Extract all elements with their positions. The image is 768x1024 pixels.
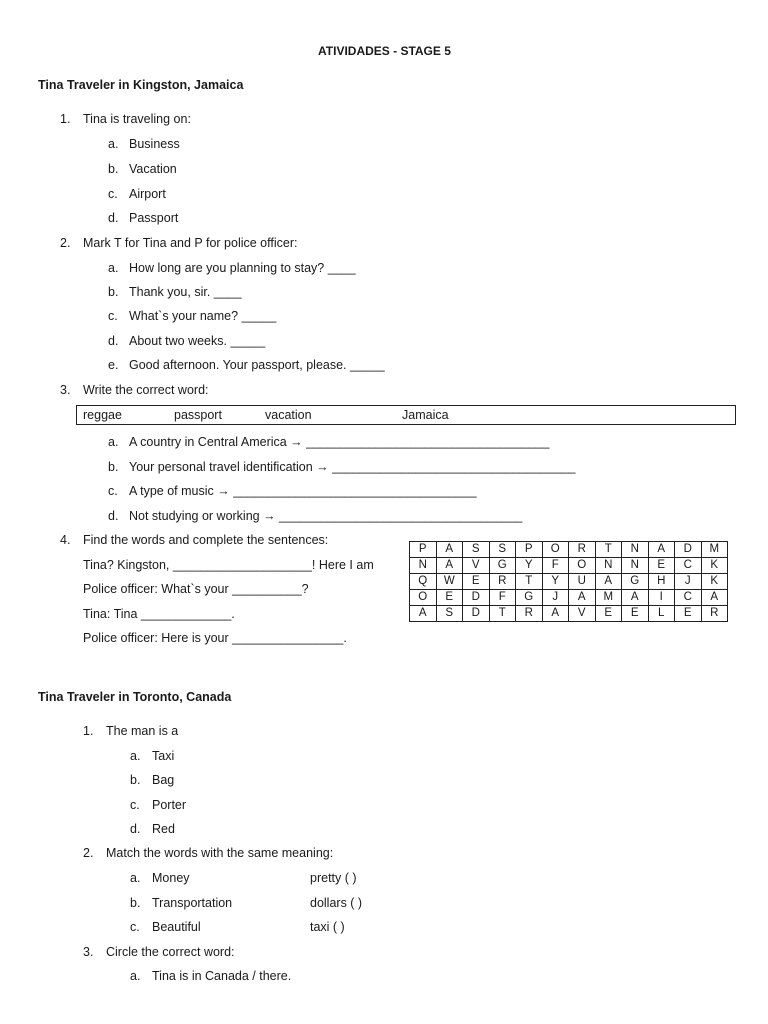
grid-cell: V	[569, 606, 596, 622]
match-left-word: Beautiful	[152, 920, 201, 934]
word-search-grid	[409, 541, 728, 622]
option-letter: c.	[108, 484, 118, 498]
option-letter: b.	[108, 162, 119, 176]
option-text: What`s your name? _____	[129, 309, 277, 323]
match-right-word: taxi ( )	[310, 920, 345, 934]
match-left-word: Money	[152, 871, 190, 885]
grid-cell: G	[622, 574, 649, 590]
grid-cell: K	[701, 574, 728, 590]
grid-cell: H	[648, 574, 675, 590]
question-number: 2.	[83, 846, 94, 860]
grid-cell: T	[489, 606, 516, 622]
grid-cell: M	[701, 542, 728, 558]
grid-cell: G	[489, 558, 516, 574]
grid-cell: Y	[516, 558, 543, 574]
option-letter: b.	[130, 896, 141, 910]
grid-cell: E	[463, 574, 490, 590]
grid-cell: P	[516, 542, 543, 558]
grid-cell: C	[675, 590, 702, 606]
grid-row	[410, 574, 728, 590]
grid-cell: D	[675, 542, 702, 558]
grid-cell: I	[648, 590, 675, 606]
option-text: Airport	[129, 187, 166, 201]
option-text: A country in Central America → ___________________________________	[129, 435, 550, 449]
grid-cell: J	[542, 590, 569, 606]
question-text: Write the correct word:	[83, 383, 209, 397]
option-letter: a.	[108, 435, 119, 449]
grid-row	[410, 590, 728, 606]
option-letter: c.	[108, 187, 118, 201]
grid-cell: Y	[542, 574, 569, 590]
option-letter: d.	[108, 334, 119, 348]
option-letter: a.	[108, 137, 119, 151]
question-number: 2.	[60, 236, 71, 250]
grid-cell: T	[516, 574, 543, 590]
grid-cell: O	[410, 590, 437, 606]
option-letter: c.	[130, 920, 140, 934]
option-text: Business	[129, 137, 180, 151]
question-number: 4.	[60, 533, 71, 547]
option-letter: d.	[108, 509, 119, 523]
option-text: Tina is in Canada / there.	[152, 969, 292, 983]
word-bank-item: vacation	[265, 408, 312, 422]
grid-cell: Q	[410, 574, 437, 590]
question-text: Tina is traveling on:	[83, 112, 191, 126]
question-text: The man is a	[106, 724, 179, 738]
option-letter: d.	[130, 822, 141, 836]
question-number: 1.	[60, 112, 71, 126]
grid-cell: A	[436, 558, 463, 574]
option-text: Your personal travel identification → ___________________________________	[129, 460, 576, 474]
option-text: Thank you, sir. ____	[129, 285, 242, 299]
grid-row	[410, 606, 728, 622]
question-number: 3.	[60, 383, 71, 397]
option-letter: b.	[108, 460, 119, 474]
question-text: Match the words with the same meaning:	[106, 846, 334, 860]
match-right-word: pretty ( )	[310, 871, 357, 885]
option-letter: a.	[130, 871, 141, 885]
grid-cell: A	[436, 542, 463, 558]
grid-cell: F	[542, 558, 569, 574]
grid-cell: A	[569, 590, 596, 606]
grid-cell: G	[516, 590, 543, 606]
option-text: How long are you planning to stay? ____	[129, 261, 356, 275]
grid-cell: L	[648, 606, 675, 622]
grid-row	[410, 558, 728, 574]
grid-cell: R	[569, 542, 596, 558]
sentence-line: Police officer: What`s your __________?	[83, 582, 309, 596]
option-letter: c.	[130, 798, 140, 812]
grid-cell: K	[701, 558, 728, 574]
grid-cell: A	[410, 606, 437, 622]
word-bank-item: Jamaica	[402, 408, 449, 422]
grid-cell: C	[675, 558, 702, 574]
grid-cell: F	[489, 590, 516, 606]
question-text: Find the words and complete the sentences:	[83, 533, 329, 547]
grid-cell: R	[489, 574, 516, 590]
grid-cell: D	[463, 590, 490, 606]
grid-cell: E	[436, 590, 463, 606]
grid-cell: D	[463, 606, 490, 622]
word-bank-box	[76, 405, 736, 425]
word-bank-item: reggae	[83, 408, 122, 422]
grid-cell: A	[595, 574, 622, 590]
option-letter: e.	[108, 358, 119, 372]
section-heading-canada: Tina Traveler in Toronto, Canada	[38, 690, 232, 704]
grid-cell: M	[595, 590, 622, 606]
word-bank-item: passport	[174, 408, 222, 422]
grid-cell: P	[410, 542, 437, 558]
question-text: Circle the correct word:	[106, 945, 235, 959]
match-right-word: dollars ( )	[310, 896, 363, 910]
grid-cell: E	[675, 606, 702, 622]
grid-cell: R	[516, 606, 543, 622]
grid-cell: E	[622, 606, 649, 622]
grid-cell: T	[595, 542, 622, 558]
grid-cell: E	[595, 606, 622, 622]
grid-cell: V	[463, 558, 490, 574]
option-text: Porter	[152, 798, 187, 812]
sentence-line: Tina? Kingston, ____________________! Here I am	[83, 558, 374, 572]
option-text: Passport	[129, 211, 179, 225]
grid-cell: E	[648, 558, 675, 574]
question-number: 1.	[83, 724, 94, 738]
option-text: A type of music → ___________________________________	[129, 484, 477, 498]
option-text: Vacation	[129, 162, 177, 176]
option-letter: b.	[130, 773, 141, 787]
question-number: 3.	[83, 945, 94, 959]
option-text: Good afternoon. Your passport, please. _____	[129, 358, 385, 372]
grid-cell: O	[542, 542, 569, 558]
grid-cell: W	[436, 574, 463, 590]
grid-cell: S	[436, 606, 463, 622]
option-text: Taxi	[152, 749, 175, 763]
grid-cell: R	[701, 606, 728, 622]
grid-cell: A	[648, 542, 675, 558]
option-text: Red	[152, 822, 175, 836]
grid-cell: A	[542, 606, 569, 622]
grid-cell: U	[569, 574, 596, 590]
option-text: About two weeks. _____	[129, 334, 266, 348]
grid-cell: A	[622, 590, 649, 606]
sentence-line: Tina: Tina _____________.	[83, 607, 235, 621]
grid-cell: J	[675, 574, 702, 590]
option-letter: b.	[108, 285, 119, 299]
option-text: Bag	[152, 773, 175, 787]
grid-cell: S	[489, 542, 516, 558]
match-left-word: Transportation	[152, 896, 233, 910]
section-heading-jamaica: Tina Traveler in Kingston, Jamaica	[38, 78, 244, 92]
question-text: Mark T for Tina and P for police officer:	[83, 236, 298, 250]
grid-cell: N	[622, 558, 649, 574]
grid-cell: A	[701, 590, 728, 606]
sentence-line: Police officer: Here is your ________________.	[83, 631, 347, 645]
option-letter: a.	[108, 261, 119, 275]
grid-cell: N	[622, 542, 649, 558]
grid-cell: N	[595, 558, 622, 574]
option-letter: a.	[130, 969, 141, 983]
option-letter: c.	[108, 309, 118, 323]
grid-cell: O	[569, 558, 596, 574]
page-title: ATIVIDADES - STAGE 5	[318, 44, 451, 58]
grid-cell: N	[410, 558, 437, 574]
option-text: Not studying or working → ___________________________________	[129, 509, 523, 523]
option-letter: d.	[108, 211, 119, 225]
option-letter: a.	[130, 749, 141, 763]
grid-cell: S	[463, 542, 490, 558]
grid-row	[410, 542, 728, 558]
